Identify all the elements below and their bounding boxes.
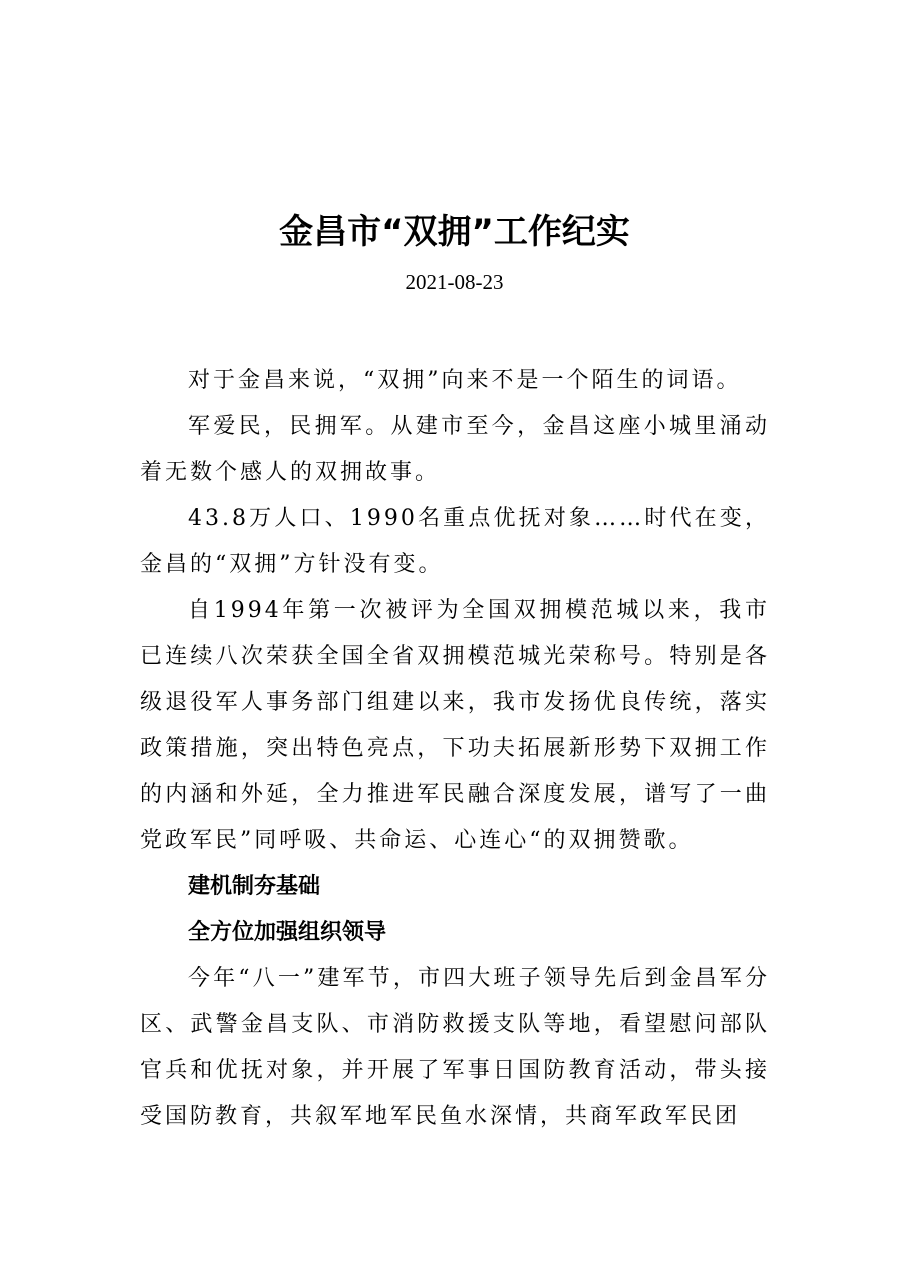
section-heading: 建机制夯基础: [188, 874, 321, 899]
article-body: [140, 358, 770, 1140]
paragraph-5: 今年“八一”建军节，市四大班子领导先后到金昌军分区、武警金昌支队、市消防救援支队等地，看望慰问部队官兵和优抚对象，并开展了军事日国防教育活动，带头接受国防教育，共叙军地军民鱼水深情，共商军政军民团: [140, 966, 770, 1129]
subsection-heading: 全方位加强组织领导: [188, 920, 387, 945]
document-title: 金昌市“双拥”工作纪实: [279, 212, 630, 252]
paragraph-2: 军爱民，民拥军。从建市至今，金昌这座小城里涌动着无数个感人的双拥故事。: [140, 414, 770, 485]
paragraph-3: 43.8万人口、1990名重点优抚对象……时代在变，金昌的“双拥”方针没有变。: [140, 506, 770, 577]
paragraph-4: 自1994年第一次被评为全国双拥模范城以来，我市已连续八次荣获全国全省双拥模范城光荣称号。特别是各级退役军人事务部门组建以来，我市发扬优良传统，落实政策措施，突出特色亮点，下功夫拓展新形势下双拥工作的内涵和外延，全力推进军民融合深度发展，谱写了一曲党政军民”同呼吸、共命运、心连心“的双拥赞歌。: [140, 598, 770, 853]
paragraph-1: 对于金昌来说，“双拥”向来不是一个陌生的词语。: [188, 368, 742, 393]
publish-date: 2021-08-23: [405, 270, 504, 294]
